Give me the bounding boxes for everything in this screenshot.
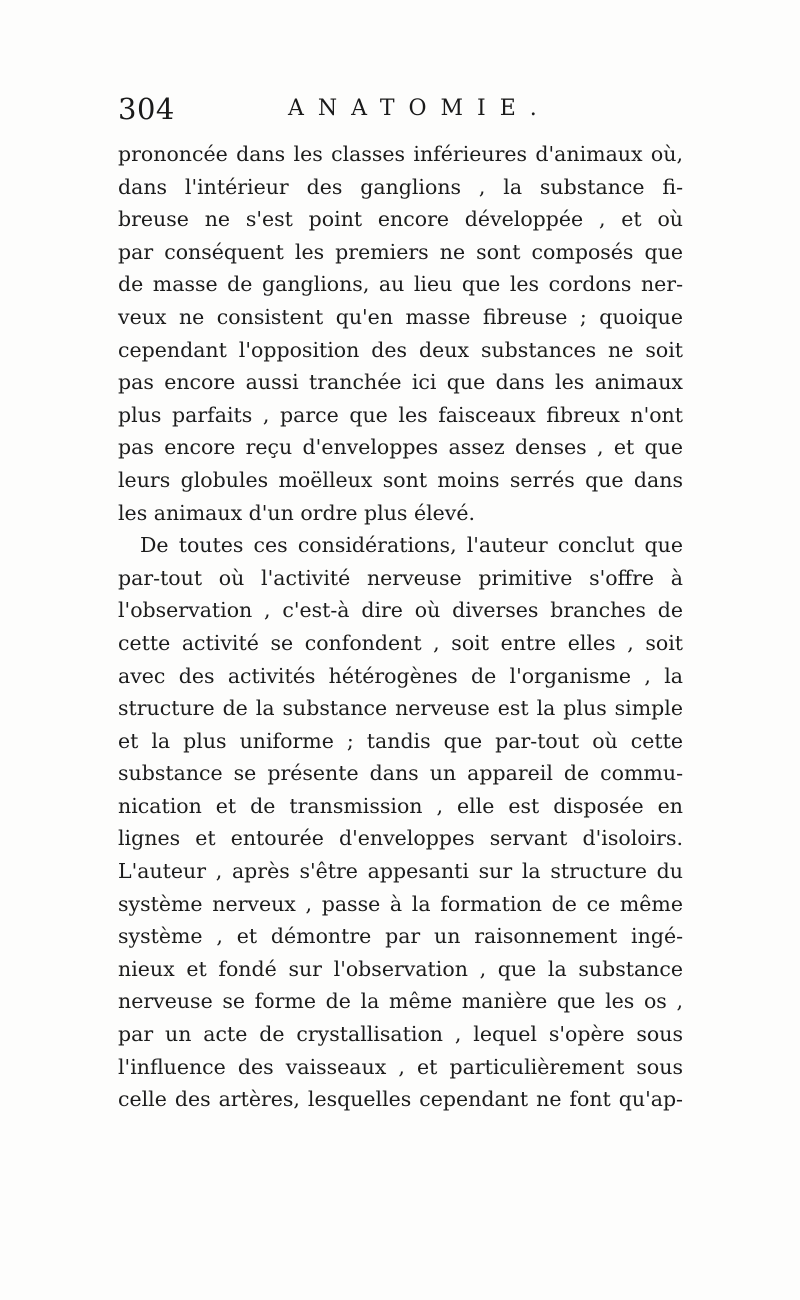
text-line-paragraph-start: De toutes ces considérations, l'auteur conclut que	[140, 533, 683, 558]
text-line: système , et démontre par un raisonnement ingé-	[118, 924, 683, 949]
text-line: l'influence des vaisseaux , et particulièrement sous	[118, 1054, 683, 1079]
text-line: de masse de ganglions, au lieu que les cordons ner-	[118, 272, 683, 297]
text-line: prononcée dans les classes inférieures d'animaux où,	[118, 142, 683, 166]
text-line: nieux et fondé sur l'observation , que la substance	[118, 956, 683, 981]
text-line: par un acte de crystallisation , lequel s'opère sous	[118, 1022, 683, 1047]
text-line: par conséquent les premiers ne sont composés que	[118, 239, 683, 264]
text-line: leurs globules moëlleux sont moins serrés que dans	[118, 467, 683, 492]
page-number: 304	[118, 92, 175, 126]
text-line: nication et de transmission , elle est disposée en	[118, 793, 683, 818]
text-line: avec des activités hétérogènes de l'organisme , la	[118, 663, 683, 688]
text-line: par-tout où l'activité nerveuse primitive s'offre à	[118, 565, 683, 590]
text-line: lignes et entourée d'enveloppes servant d'isoloirs.	[118, 826, 683, 851]
text-line: plus parfaits , parce que les faisceaux fibreux n'ont	[118, 402, 683, 427]
text-line: veux ne consistent qu'en masse fibreuse ; quoique	[118, 304, 683, 329]
text-line: cette activité se confondent , soit entre elles , soit	[118, 630, 683, 655]
text-line: l'observation , c'est-à dire où diverses branches de	[118, 598, 683, 623]
running-head	[118, 92, 678, 132]
text-line: substance se présente dans un appareil de commu-	[118, 761, 683, 786]
text-line: breuse ne s'est point encore développée , et où	[118, 207, 683, 232]
text-line: système nerveux , passe à la formation de ce même	[118, 891, 683, 916]
text-line: L'auteur , après s'être appesanti sur la structure du	[118, 859, 683, 884]
text-line: structure de la substance nerveuse est la plus simple	[118, 696, 683, 721]
text-line: pas encore reçu d'enveloppes assez denses , et que	[118, 435, 683, 460]
text-line: et la plus uniforme ; tandis que par-tout où cette	[118, 728, 683, 753]
text-line: pas encore aussi tranchée ici que dans les animaux	[118, 370, 683, 395]
text-line: celle des artères, lesquelles cependant ne font qu'ap-	[118, 1087, 683, 1112]
text-line: nerveuse se forme de la même manière que les os ,	[118, 989, 683, 1014]
body-text	[118, 138, 683, 1116]
text-line-paragraph-end: les animaux d'un ordre plus élevé.	[118, 500, 476, 525]
running-head-title: ANATOMIE.	[288, 96, 551, 121]
text-line: dans l'intérieur des ganglions , la substance fi-	[118, 174, 683, 199]
text-line: cependant l'opposition des deux substances ne soit	[118, 337, 683, 362]
